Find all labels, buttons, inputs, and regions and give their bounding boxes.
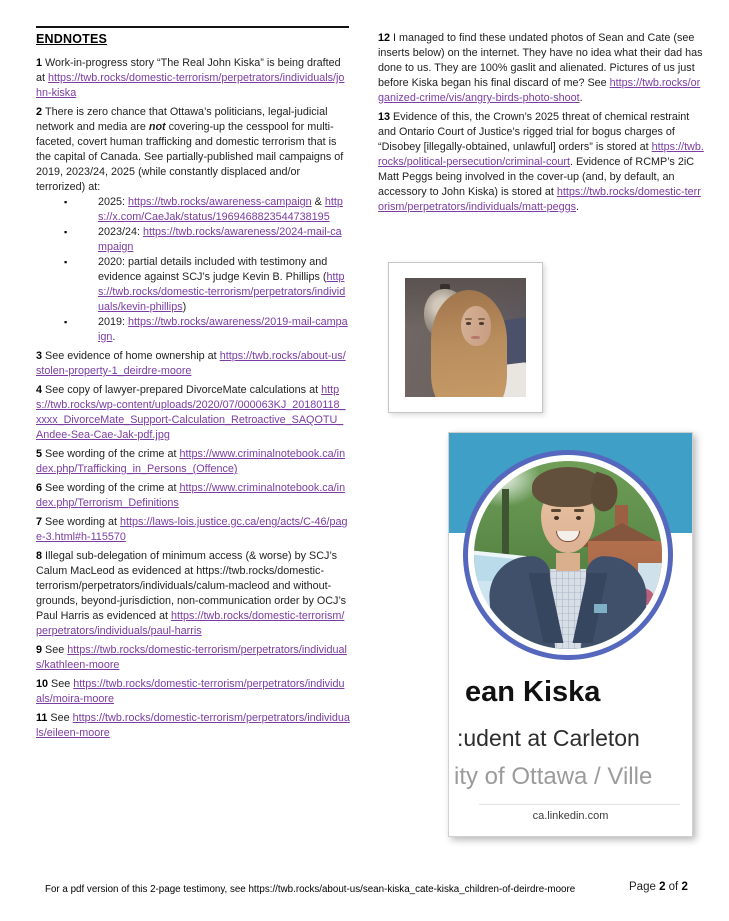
endnote-text: .: [112, 331, 116, 343]
endnote-link[interactable]: https://twb.rocks/awareness/2019-mail-campaign: [98, 316, 348, 343]
endnote-number: 8: [36, 550, 46, 562]
page-number-part: 2: [659, 881, 666, 893]
endnote-7: [36, 515, 350, 545]
linkedin-headline: :udent at Carleton: [457, 725, 640, 751]
endnote-11: [36, 711, 350, 741]
endnote-bullet: [98, 195, 350, 225]
endnote-number: 13: [378, 111, 394, 123]
endnote-link[interactable]: https://twb.rocks/awareness/2024-mail-campaign: [98, 226, 342, 253]
endnote-link[interactable]: https://twb.rocks/domestic-terrorism/perpetrators/individuals/paul-harris: [36, 610, 345, 637]
endnote-4: [36, 383, 350, 443]
endnote-link[interactable]: https://twb.rocks/awareness-campaign: [128, 196, 312, 208]
endnote-text: . Evidence of RCMP’s 2iC Matt Peggs being involved in the cover-up (and, by default, an accessory to John Kiska) is stored at: [378, 156, 695, 198]
endnote-text: Evidence of this, the Crown’s 2025 threat of chemical restraint and Ontario Court of Justice’s rigged trial for bogus charges of “Disobey [illegally-obtained, unlawful] orders” is stored at: [378, 111, 690, 153]
endnote-number: 3: [36, 350, 46, 362]
endnote-5: [36, 447, 350, 477]
eyebrow-right: [574, 509, 584, 512]
endnote-bullet: [98, 225, 350, 255]
endnote-link[interactable]: https://twb.rocks/wp-content/uploads/2020/07/000063KJ_20180118_xxxx_DivorceMate_Support-Calculation_Retroactive_SAQOTU_Andee-Sea-Cae-Jak-pdf.jpg: [36, 384, 346, 441]
endnote-link[interactable]: https://twb.rocks/organized-crime/vis/angry-birds-photo-shoot: [378, 77, 701, 104]
endnote-text: 2023/24:: [98, 226, 144, 238]
endnote-link[interactable]: https://twb.rocks/political-persecution/criminal-court: [378, 141, 704, 168]
linkedin-subline: ity of Ottawa / Ville: [454, 763, 653, 790]
endnote-text: I managed to find these undated photos of Sean and Cate (see inserts below) on the internet. They have no idea what their dad has done to us. They are 100% gaslit and alienated. Pictures of us just before Kiska began his final discard of me? See: [378, 32, 703, 89]
endnote-8: [36, 549, 350, 639]
endnote-12: [378, 31, 704, 106]
endnote-text: See copy of lawyer-prepared DivorceMate calculations at: [45, 384, 322, 396]
linkedin-site-url: ca.linkedin.com: [532, 810, 609, 822]
endnote-9: [36, 643, 350, 673]
endnote-text: Work-in-progress story “The Real John Kiska” is being drafted at: [36, 57, 341, 84]
endnote-text: not: [148, 121, 166, 133]
endnote-link[interactable]: https://twb.rocks/domestic-terrorism/perpetrators/individuals/kathleen-moore: [36, 644, 347, 671]
endnote-number: 10: [36, 678, 52, 690]
page-number-part: of: [665, 881, 682, 893]
endnote-bullet-list: [36, 195, 350, 345]
endnote-number: 9: [36, 644, 46, 656]
endnote-number: 2: [36, 106, 46, 118]
endnotes-list-left: [36, 56, 350, 741]
page-number-part: 2: [681, 881, 688, 893]
endnote-text: See wording of the crime at: [45, 448, 180, 460]
endnote-link[interactable]: https://twb.rocks/about-us/stolen-property-1_deirdre-moore: [36, 350, 346, 377]
endnotes-list-right: [378, 31, 704, 215]
page-number-part: Page: [629, 881, 660, 893]
endnote-text: There is zero chance that Ottawa’s politicians, legal-judicial network and media are: [36, 106, 328, 133]
endnote-link[interactable]: https://twb.rocks/domestic-terrorism/perpetrators/individuals/john-kiska: [36, 72, 345, 99]
pocket-square: [594, 604, 607, 613]
endnote-text: .: [579, 92, 583, 104]
endnote-6: [36, 481, 350, 511]
endnote-link[interactable]: https://twb.rocks/domestic-terrorism/perpetrators/individuals/kevin-phillips: [98, 271, 346, 313]
eye-right: [576, 516, 581, 520]
endnote-number: 12: [378, 32, 394, 44]
endnote-text: 2020: partial details included with testimony and evidence against SCJ’s judge Kevin B. Phillips (: [98, 256, 328, 283]
eyebrow-right: [478, 318, 485, 320]
endnote-link[interactable]: https://twb.rocks/domestic-terrorism/perpetrators/individuals/moira-moore: [36, 678, 345, 705]
endnote-text: &: [311, 196, 325, 208]
endnotes-heading: ENDNOTES: [36, 32, 108, 46]
footer-note: For a pdf version of this 2-page testimony, see https://twb.rocks/about-us/sean-kiska_cate-kiska_children-of-deirdre-moore: [45, 884, 576, 895]
endnote-3: [36, 349, 350, 379]
page-number: [629, 881, 688, 893]
endnote-text: See evidence of home ownership at: [45, 350, 220, 362]
eye-left: [554, 516, 559, 520]
endnote-text: .: [576, 201, 580, 213]
linkedin-card-sean: [448, 432, 693, 837]
face-shape: [461, 306, 491, 346]
endnote-link[interactable]: https://x.com/CaeJak/status/1969468823544738195: [98, 196, 343, 223]
endnote-text: See wording at: [45, 516, 121, 528]
endnote-link[interactable]: https://www.criminalnotebook.ca/index.php/Trafficking_in_Persons_(Offence): [36, 448, 346, 475]
endnotes-right-column: [378, 31, 704, 219]
endnote-13: [378, 110, 704, 215]
endnote-number: 5: [36, 448, 46, 460]
endnote-text: 2019:: [98, 316, 129, 328]
endnote-number: 4: [36, 384, 46, 396]
endnotes-separator-line: [36, 26, 349, 28]
eyebrow-left: [551, 509, 561, 512]
tree-trunk: [502, 489, 509, 563]
endnote-text: See: [51, 678, 74, 690]
sean-portrait-photo: [474, 461, 662, 649]
endnote-bullet: [98, 315, 350, 345]
endnote-text: 2025:: [98, 196, 129, 208]
endnote-1: [36, 56, 350, 101]
endnote-text: ): [182, 301, 187, 313]
endnote-number: 6: [36, 482, 46, 494]
linkedin-divider: [479, 804, 680, 805]
endnote-10: [36, 677, 350, 707]
endnote-link[interactable]: https://www.criminalnotebook.ca/index.php/Terrorism_Definitions: [36, 482, 346, 509]
endnote-number: 1: [36, 57, 46, 69]
endnote-text: See: [45, 644, 68, 656]
linkedin-name: ean Kiska: [465, 676, 601, 708]
neck: [556, 553, 580, 571]
cate-portrait-photo: [405, 278, 526, 397]
endnote-text: See wording of the crime at: [45, 482, 180, 494]
endnote-text: covering-up the cesspool for multi-faceted, covert human trafficking and domestic terrorism that is the capital of Canada. See partially-published mail campaigns of 2019, 2023/24, 2025 (while constantly displaced and/or terrorized) at:: [36, 121, 344, 193]
lips: [471, 336, 480, 339]
endnote-link[interactable]: https://twb.rocks/domestic-terrorism/perpetrators/individuals/matt-peggs: [378, 186, 701, 213]
endnote-link[interactable]: https://laws-lois.justice.gc.ca/eng/acts/C-46/page-3.html#h-115570: [36, 516, 348, 543]
photo-insert-cate-frame: [388, 262, 543, 413]
eye-right: [479, 322, 484, 325]
linkedin-avatar-ring: [463, 450, 673, 660]
endnote-number: 11: [36, 712, 51, 724]
endnotes-left-column: [36, 20, 350, 745]
endnote-text: See: [50, 712, 73, 724]
endnote-number: 7: [36, 516, 46, 528]
endnote-bullet: [98, 255, 350, 315]
endnote-text: Illegal sub-delegation of minimum access (& worse) by SCJ’s Calum MacLeod as evidenced at https://twb.rocks/domestic-terrorism/perpetrators/individuals/calum-macleod and without-grounds, beyond-jurisdiction, non-communication order by OCJ’s Paul Harris as evidenced at: [36, 550, 347, 622]
eye-left: [466, 322, 471, 325]
eyebrow-left: [465, 318, 472, 320]
endnote-link[interactable]: https://twb.rocks/domestic-terrorism/perpetrators/individuals/eileen-moore: [36, 712, 350, 739]
endnote-2: [36, 105, 350, 345]
